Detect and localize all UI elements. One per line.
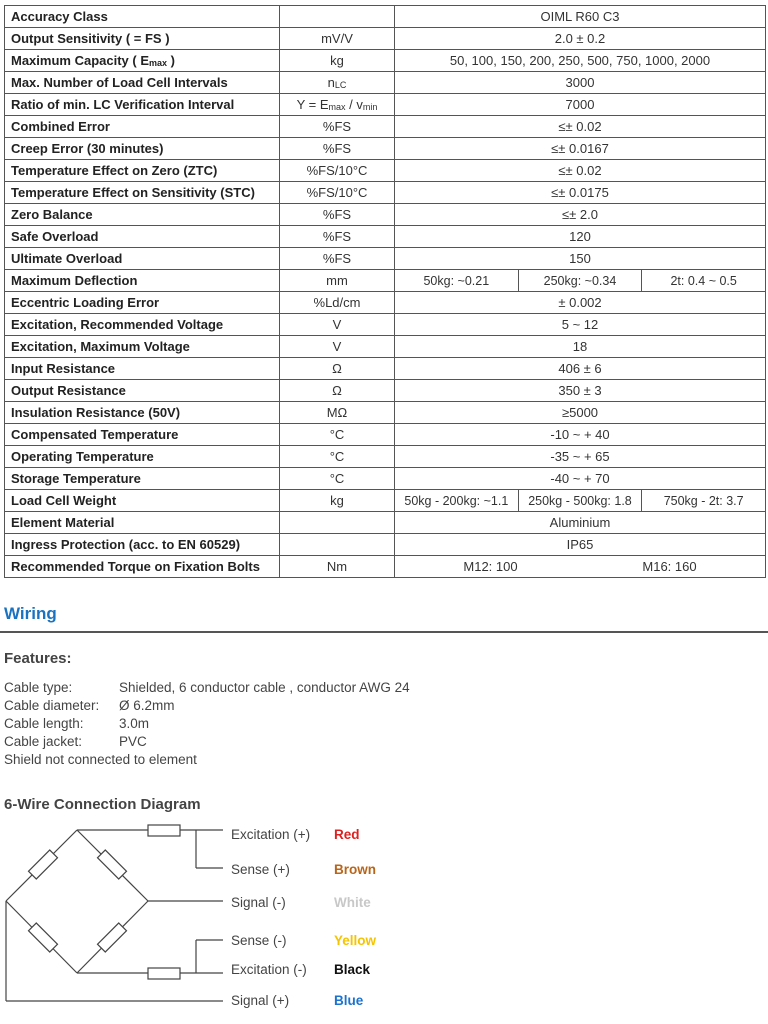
spec-value: ≤± 0.0167 bbox=[395, 138, 766, 160]
spec-value: ≤± 0.0175 bbox=[395, 182, 766, 204]
table-row bbox=[5, 270, 766, 292]
spec-value: 3000 bbox=[395, 72, 766, 94]
spec-unit: V bbox=[280, 314, 395, 336]
spec-unit: %FS bbox=[280, 204, 395, 226]
spec-sub-value: 2t: 0.4 ~ 0.5 bbox=[642, 270, 766, 292]
spec-name: Compensated Temperature bbox=[5, 424, 280, 446]
spec-value: 18 bbox=[395, 336, 766, 358]
feature-label: Cable length: bbox=[4, 716, 84, 731]
table-row bbox=[5, 204, 766, 226]
spec-unit: Ω bbox=[280, 358, 395, 380]
spec-unit: %FS/10°C bbox=[280, 160, 395, 182]
spec-value: -40 ~ + 70 bbox=[395, 468, 766, 490]
spec-name: Element Material bbox=[5, 512, 280, 534]
feature-label: Cable jacket: bbox=[4, 734, 83, 749]
spec-sub-value: 250kg - 500kg: 1.8 bbox=[518, 490, 642, 512]
spec-value: ≤± 2.0 bbox=[395, 204, 766, 226]
resistor-icon bbox=[148, 825, 180, 836]
feature-cable-jacket bbox=[4, 734, 147, 749]
table-row bbox=[5, 160, 766, 182]
spec-name: Zero Balance bbox=[5, 204, 280, 226]
spec-unit: %FS/10°C bbox=[280, 182, 395, 204]
spec-name bbox=[5, 50, 280, 72]
spec-value: ± 0.002 bbox=[395, 292, 766, 314]
spec-name: Accuracy Class bbox=[5, 6, 280, 28]
spec-value: IP65 bbox=[395, 534, 766, 556]
spec-value: 350 ± 3 bbox=[395, 380, 766, 402]
spec-unit: %FS bbox=[280, 226, 395, 248]
spec-value: -35 ~ + 65 bbox=[395, 446, 766, 468]
spec-value: ≥5000 bbox=[395, 402, 766, 424]
table-row bbox=[5, 446, 766, 468]
spec-value: 50, 100, 150, 200, 250, 500, 750, 1000, 2000 bbox=[395, 50, 766, 72]
table-row bbox=[5, 314, 766, 336]
spec-split-value: M12: 100 bbox=[463, 559, 518, 574]
table-row bbox=[5, 292, 766, 314]
table-row bbox=[5, 72, 766, 94]
table-row bbox=[5, 512, 766, 534]
spec-value: 5 ~ 12 bbox=[395, 314, 766, 336]
spec-value bbox=[395, 556, 766, 578]
spec-unit: V bbox=[280, 336, 395, 358]
spec-name: Excitation, Recommended Voltage bbox=[5, 314, 280, 336]
features-heading: Features: bbox=[4, 650, 72, 667]
spec-value: 7000 bbox=[395, 94, 766, 116]
spec-unit: %FS bbox=[280, 116, 395, 138]
spec-name-text: Maximum Capacity ( E bbox=[11, 53, 149, 68]
shield-note: Shield not connected to element bbox=[4, 752, 197, 767]
table-row bbox=[5, 424, 766, 446]
table-row bbox=[5, 468, 766, 490]
wire-color-red: Red bbox=[334, 827, 360, 842]
spec-unit-text: n bbox=[327, 75, 335, 90]
spec-name: Storage Temperature bbox=[5, 468, 280, 490]
spec-unit: °C bbox=[280, 446, 395, 468]
wiring-divider bbox=[0, 631, 768, 633]
spec-name-text: ) bbox=[167, 53, 175, 68]
table-row bbox=[5, 226, 766, 248]
spec-name: Combined Error bbox=[5, 116, 280, 138]
wire-label-signal-plus: Signal (+) bbox=[231, 993, 290, 1008]
table-row bbox=[5, 138, 766, 160]
spec-unit-subscript: LC bbox=[334, 80, 347, 90]
spec-unit-subscript: max bbox=[328, 102, 346, 112]
spec-name: Maximum Deflection bbox=[5, 270, 280, 292]
spec-value: ≤± 0.02 bbox=[395, 116, 766, 138]
feature-label: Cable diameter: bbox=[4, 698, 100, 713]
spec-unit-text: / v bbox=[345, 97, 363, 112]
spec-unit: kg bbox=[280, 50, 395, 72]
spec-unit: %Ld/cm bbox=[280, 292, 395, 314]
spec-name: Recommended Torque on Fixation Bolts bbox=[5, 556, 280, 578]
diagram-heading: 6-Wire Connection Diagram bbox=[4, 796, 201, 813]
spec-value: -10 ~ + 40 bbox=[395, 424, 766, 446]
table-row bbox=[5, 534, 766, 556]
spec-unit: %FS bbox=[280, 248, 395, 270]
spec-sub-value: 250kg: ~0.34 bbox=[518, 270, 642, 292]
table-row bbox=[5, 28, 766, 50]
feature-cable-length bbox=[4, 716, 149, 731]
wire-color-yellow: Yellow bbox=[334, 933, 377, 948]
spec-name: Ratio of min. LC Verification Interval bbox=[5, 94, 280, 116]
spec-value: 2.0 ± 0.2 bbox=[395, 28, 766, 50]
table-row bbox=[5, 358, 766, 380]
feature-value: 3.0m bbox=[119, 716, 150, 731]
wire-color-brown: Brown bbox=[334, 862, 376, 877]
spec-unit: mm bbox=[280, 270, 395, 292]
spec-name: Output Resistance bbox=[5, 380, 280, 402]
feature-value: Ø 6.2mm bbox=[119, 698, 175, 713]
specifications-table bbox=[4, 5, 766, 578]
spec-value: 406 ± 6 bbox=[395, 358, 766, 380]
feature-value: PVC bbox=[119, 734, 147, 749]
spec-unit: Nm bbox=[280, 556, 395, 578]
table-row bbox=[5, 50, 766, 72]
spec-name: Safe Overload bbox=[5, 226, 280, 248]
spec-unit bbox=[280, 534, 395, 556]
spec-value: Aluminium bbox=[395, 512, 766, 534]
table-row bbox=[5, 556, 766, 578]
table-row bbox=[5, 248, 766, 270]
spec-sub-value: 50kg - 200kg: ~1.1 bbox=[395, 490, 519, 512]
spec-name: Ultimate Overload bbox=[5, 248, 280, 270]
resistor-icon bbox=[29, 850, 58, 879]
table-row bbox=[5, 336, 766, 358]
spec-unit: Ω bbox=[280, 380, 395, 402]
wire-label-signal-minus: Signal (-) bbox=[231, 895, 286, 910]
resistor-icon bbox=[148, 968, 180, 979]
wire-color-blue: Blue bbox=[334, 993, 364, 1008]
wire-label-sense-plus: Sense (+) bbox=[231, 862, 290, 877]
spec-unit bbox=[280, 6, 395, 28]
feature-label: Cable type: bbox=[4, 680, 73, 695]
resistor-icon bbox=[98, 850, 127, 879]
spec-name: Temperature Effect on Zero (ZTC) bbox=[5, 160, 280, 182]
spec-name: Max. Number of Load Cell Intervals bbox=[5, 72, 280, 94]
table-row bbox=[5, 380, 766, 402]
wiring-heading: Wiring bbox=[4, 604, 57, 623]
resistor-icon bbox=[98, 923, 127, 952]
feature-value: Shielded, 6 conductor cable , conductor AWG 24 bbox=[119, 680, 410, 695]
spec-unit: MΩ bbox=[280, 402, 395, 424]
wire-connection-diagram bbox=[0, 818, 768, 1018]
spec-unit-text: Y = E bbox=[296, 97, 329, 112]
spec-unit bbox=[280, 512, 395, 534]
spec-name: Input Resistance bbox=[5, 358, 280, 380]
spec-name: Insulation Resistance (50V) bbox=[5, 402, 280, 424]
spec-name: Output Sensitivity ( = FS ) bbox=[5, 28, 280, 50]
spec-name-subscript: max bbox=[149, 58, 168, 68]
spec-unit bbox=[280, 94, 395, 116]
spec-unit: %FS bbox=[280, 138, 395, 160]
wire-color-white: White bbox=[334, 895, 371, 910]
spec-name: Temperature Effect on Sensitivity (STC) bbox=[5, 182, 280, 204]
table-row bbox=[5, 490, 766, 512]
spec-name: Excitation, Maximum Voltage bbox=[5, 336, 280, 358]
table-row bbox=[5, 182, 766, 204]
feature-cable-type bbox=[4, 680, 410, 695]
spec-value: OIML R60 C3 bbox=[395, 6, 766, 28]
spec-unit bbox=[280, 72, 395, 94]
spec-unit: °C bbox=[280, 468, 395, 490]
resistor-icon bbox=[29, 923, 58, 952]
wire-label-excitation-minus: Excitation (-) bbox=[231, 962, 307, 977]
spec-name: Ingress Protection (acc. to EN 60529) bbox=[5, 534, 280, 556]
table-row bbox=[5, 116, 766, 138]
wire-label-sense-minus: Sense (-) bbox=[231, 933, 287, 948]
spec-name: Operating Temperature bbox=[5, 446, 280, 468]
feature-cable-diameter bbox=[4, 698, 175, 713]
table-row bbox=[5, 6, 766, 28]
table-row bbox=[5, 94, 766, 116]
spec-name: Load Cell Weight bbox=[5, 490, 280, 512]
spec-value: ≤± 0.02 bbox=[395, 160, 766, 182]
spec-sub-value: 50kg: ~0.21 bbox=[395, 270, 519, 292]
spec-unit-subscript: min bbox=[362, 102, 378, 112]
table-row bbox=[5, 402, 766, 424]
wire-label-excitation-plus: Excitation (+) bbox=[231, 827, 311, 842]
wire-color-black: Black bbox=[334, 962, 371, 977]
spec-sub-value: 750kg - 2t: 3.7 bbox=[642, 490, 766, 512]
spec-unit: mV/V bbox=[280, 28, 395, 50]
spec-value: 120 bbox=[395, 226, 766, 248]
spec-name: Eccentric Loading Error bbox=[5, 292, 280, 314]
spec-unit: kg bbox=[280, 490, 395, 512]
spec-name: Creep Error (30 minutes) bbox=[5, 138, 280, 160]
spec-unit: °C bbox=[280, 424, 395, 446]
spec-split-value: M16: 160 bbox=[642, 559, 697, 574]
spec-value: 150 bbox=[395, 248, 766, 270]
